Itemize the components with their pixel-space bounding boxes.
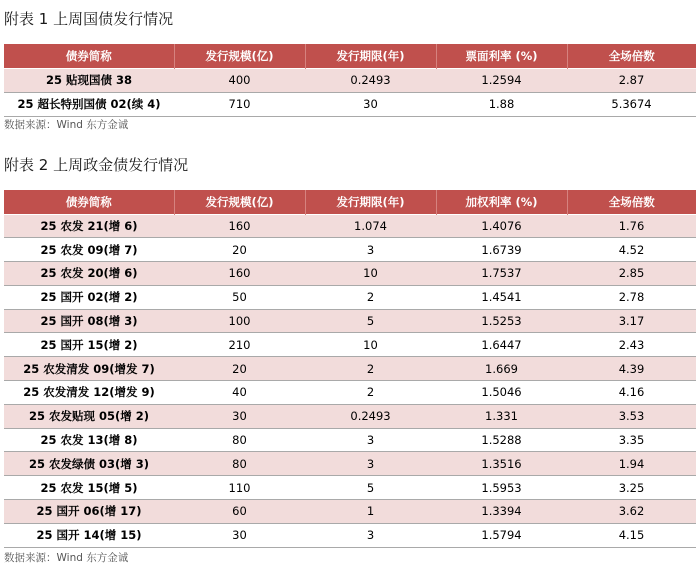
rate-cell: 1.7537 [436, 262, 567, 286]
bond-name-cell: 25 农发绿债 03(增 3) [4, 452, 174, 476]
rate-cell: 1.3516 [436, 452, 567, 476]
issue-size-cell: 80 [174, 428, 305, 452]
table2-title: 附表 2 上周政金债发行情况 [4, 156, 189, 174]
issue-size-cell: 160 [174, 214, 305, 238]
issue-size-cell: 30 [174, 404, 305, 428]
table-row [4, 357, 696, 381]
term-cell: 3 [305, 452, 436, 476]
rate-cell: 1.669 [436, 357, 567, 381]
rate-cell: 1.4541 [436, 285, 567, 309]
table-row [4, 333, 696, 357]
bond-name-cell: 25 国开 15(增 2) [4, 333, 174, 357]
table-row [4, 404, 696, 428]
bond-name-cell: 25 国开 14(增 15) [4, 523, 174, 547]
term-cell: 3 [305, 523, 436, 547]
bond-name-cell: 25 农发贴现 05(增 2) [4, 404, 174, 428]
bond-name-cell: 25 农发 09(增 7) [4, 238, 174, 262]
rate-cell: 1.6739 [436, 238, 567, 262]
header-bid-cover: 全场倍数 [567, 44, 696, 68]
rate-cell: 1.2594 [436, 68, 567, 92]
table-row [4, 92, 696, 116]
rate-cell: 1.5288 [436, 428, 567, 452]
bond-name-cell: 25 超长特别国债 02(续 4) [4, 92, 174, 116]
table-row [4, 238, 696, 262]
issue-size-cell: 60 [174, 500, 305, 524]
bid-cover-cell: 5.3674 [567, 92, 696, 116]
header-bid-cover: 全场倍数 [567, 190, 696, 214]
bid-cover-cell: 2.85 [567, 262, 696, 286]
policy-bank-bond-table [4, 190, 696, 548]
issue-size-cell: 710 [174, 92, 305, 116]
table-row [4, 285, 696, 309]
bond-name-cell: 25 农发 21(增 6) [4, 214, 174, 238]
bid-cover-cell: 4.15 [567, 523, 696, 547]
rate-cell: 1.5046 [436, 381, 567, 405]
issue-size-cell: 40 [174, 381, 305, 405]
treasury-bond-table [4, 44, 696, 117]
table2-body [4, 214, 696, 547]
bond-name-cell: 25 农发清发 09(增发 7) [4, 357, 174, 381]
table2-source: 数据来源：Wind 东方金诚 [4, 552, 129, 564]
bid-cover-cell: 2.87 [567, 68, 696, 92]
bid-cover-cell: 3.25 [567, 476, 696, 500]
bond-name-cell: 25 国开 06(增 17) [4, 500, 174, 524]
table-row [4, 262, 696, 286]
rate-cell: 1.6447 [436, 333, 567, 357]
issue-size-cell: 20 [174, 238, 305, 262]
header-issue-size: 发行规模(亿) [174, 190, 305, 214]
table1-header-row [4, 44, 696, 68]
bid-cover-cell: 3.35 [567, 428, 696, 452]
bond-name-cell: 25 农发 20(增 6) [4, 262, 174, 286]
bid-cover-cell: 1.94 [567, 452, 696, 476]
issue-size-cell: 160 [174, 262, 305, 286]
table-row [4, 381, 696, 405]
header-term: 发行期限(年) [305, 44, 436, 68]
term-cell: 3 [305, 238, 436, 262]
table1-source: 数据来源：Wind 东方金诚 [4, 119, 129, 131]
bond-name-cell: 25 贴现国债 38 [4, 68, 174, 92]
issue-size-cell: 100 [174, 309, 305, 333]
issue-size-cell: 110 [174, 476, 305, 500]
term-cell: 2 [305, 285, 436, 309]
rate-cell: 1.3394 [436, 500, 567, 524]
rate-cell: 1.5953 [436, 476, 567, 500]
bid-cover-cell: 2.78 [567, 285, 696, 309]
bond-name-cell: 25 国开 02(增 2) [4, 285, 174, 309]
bond-name-cell: 25 农发清发 12(增发 9) [4, 381, 174, 405]
issue-size-cell: 50 [174, 285, 305, 309]
rate-cell: 1.5253 [436, 309, 567, 333]
table-row [4, 523, 696, 547]
table-row [4, 500, 696, 524]
header-coupon-rate: 票面利率 (%) [436, 44, 567, 68]
term-cell: 1 [305, 500, 436, 524]
term-cell: 0.2493 [305, 68, 436, 92]
issue-size-cell: 80 [174, 452, 305, 476]
table-row [4, 309, 696, 333]
rate-cell: 1.88 [436, 92, 567, 116]
issue-size-cell: 400 [174, 68, 305, 92]
term-cell: 10 [305, 333, 436, 357]
term-cell: 2 [305, 381, 436, 405]
header-term: 发行期限(年) [305, 190, 436, 214]
term-cell: 30 [305, 92, 436, 116]
bond-name-cell: 25 国开 08(增 3) [4, 309, 174, 333]
bid-cover-cell: 4.39 [567, 357, 696, 381]
term-cell: 0.2493 [305, 404, 436, 428]
table-row [4, 428, 696, 452]
bid-cover-cell: 2.43 [567, 333, 696, 357]
table-row [4, 68, 696, 92]
header-issue-size: 发行规模(亿) [174, 44, 305, 68]
issue-size-cell: 210 [174, 333, 305, 357]
rate-cell: 1.5794 [436, 523, 567, 547]
header-bond-name: 债券简称 [4, 190, 174, 214]
table-row [4, 476, 696, 500]
bid-cover-cell: 3.17 [567, 309, 696, 333]
term-cell: 10 [305, 262, 436, 286]
table1-title: 附表 1 上周国债发行情况 [4, 10, 174, 28]
rate-cell: 1.4076 [436, 214, 567, 238]
table-row [4, 214, 696, 238]
bond-name-cell: 25 农发 13(增 8) [4, 428, 174, 452]
term-cell: 5 [305, 309, 436, 333]
bid-cover-cell: 4.16 [567, 381, 696, 405]
bid-cover-cell: 4.52 [567, 238, 696, 262]
bid-cover-cell: 3.62 [567, 500, 696, 524]
table2-header-row [4, 190, 696, 214]
issue-size-cell: 20 [174, 357, 305, 381]
bid-cover-cell: 3.53 [567, 404, 696, 428]
table-row [4, 452, 696, 476]
header-bond-name: 债券简称 [4, 44, 174, 68]
term-cell: 5 [305, 476, 436, 500]
bond-name-cell: 25 农发 15(增 5) [4, 476, 174, 500]
term-cell: 3 [305, 428, 436, 452]
header-weighted-rate: 加权利率 (%) [436, 190, 567, 214]
bid-cover-cell: 1.76 [567, 214, 696, 238]
table1-body [4, 68, 696, 116]
term-cell: 2 [305, 357, 436, 381]
rate-cell: 1.331 [436, 404, 567, 428]
term-cell: 1.074 [305, 214, 436, 238]
issue-size-cell: 30 [174, 523, 305, 547]
